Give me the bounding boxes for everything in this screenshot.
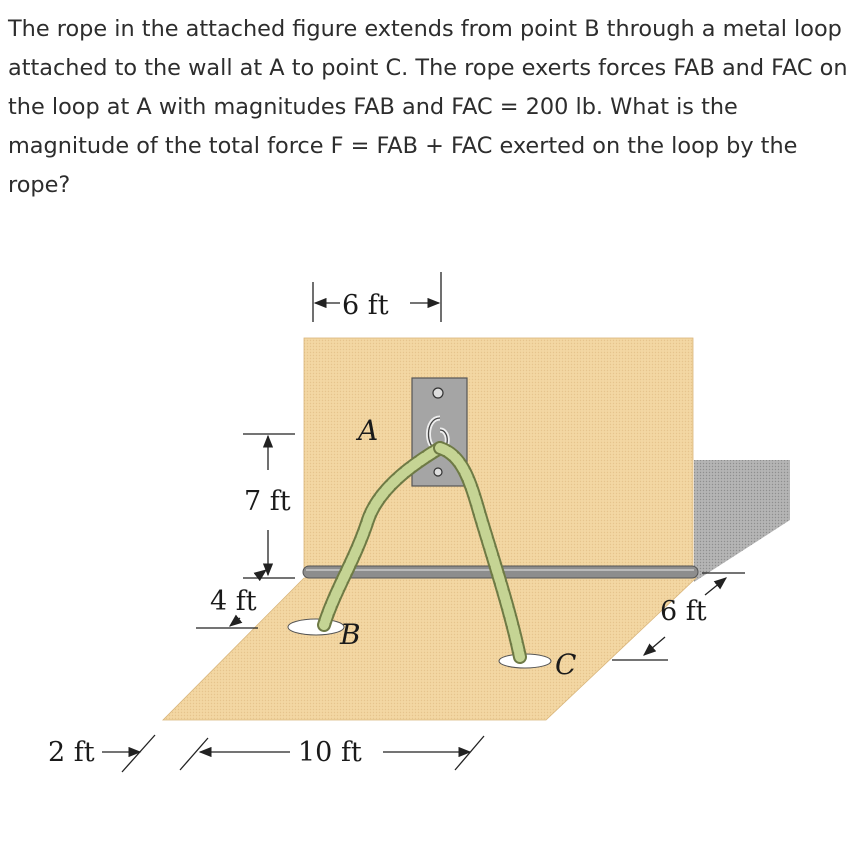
bolt-bottom-icon <box>434 468 442 476</box>
label-point-b: B <box>340 618 361 651</box>
dim-height-7ft: 7 ft <box>244 486 291 517</box>
bolt-top-icon <box>433 388 443 398</box>
question-text: The rope in the attached figure extends from point B through a metal loop attached to the wall at A to point C. The rope exerts forces FAB and FAC on the loop at A with magnitudes FAB and FAC = 200 lb. What is the magnitude of the total force F = FAB + FAC exerted on the loop by the rope? <box>8 16 848 198</box>
dim-bottom-left-2ft: 2 ft <box>48 737 95 768</box>
wall-shadow <box>694 460 790 582</box>
dim-bottom-10ft: 10 ft <box>298 737 362 768</box>
floor-hole-b <box>288 619 344 635</box>
label-point-c: C <box>555 648 577 681</box>
dim-right-6ft: 6 ft <box>660 596 707 627</box>
dim-top-6ft: 6 ft <box>342 290 389 321</box>
dim-left-4ft: 4 ft <box>210 586 257 617</box>
label-point-a: A <box>358 414 379 447</box>
